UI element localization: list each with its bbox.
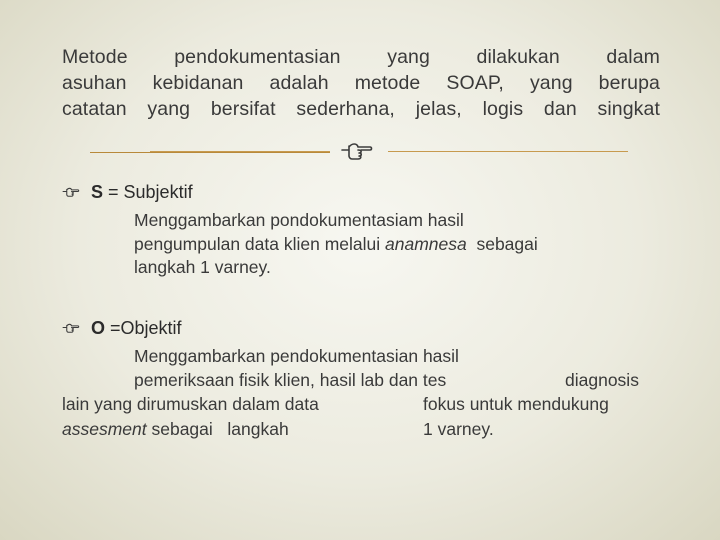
pointing-hand-icon (340, 140, 374, 162)
body-line-part: 1 varney. (423, 419, 494, 439)
body-line: pengumpulan data klien melalui anamnesa sebagai (134, 233, 538, 254)
body-line-part: pemeriksaan fisik klien, hasil lab dan tes (134, 370, 447, 390)
body-line: Menggambarkan pondokumentasiam hasil (134, 210, 464, 230)
section-label: =Objektif (105, 318, 182, 338)
pointing-hand-icon (62, 185, 80, 199)
intro-paragraph (62, 44, 660, 122)
section-letter: O (91, 318, 106, 338)
intro-line: asuhan kebidanan adalah metode SOAP, yang berupa (62, 72, 660, 94)
intro-line: Metode pendokumentasian yang dilakukan dalam (62, 46, 660, 68)
section-heading-s (91, 181, 193, 203)
italic-term: assesment (62, 419, 147, 439)
section-heading-o (91, 317, 182, 339)
intro-line: catatan yang bersifat sederhana, jelas, logis dan singkat (62, 98, 660, 120)
italic-term: anamnesa (385, 233, 467, 254)
section-letter: S (91, 182, 104, 202)
section-divider (90, 150, 628, 162)
section-label: = Subjektif (103, 182, 193, 202)
divider-rule-right (388, 151, 628, 152)
body-line-part: diagnosis (565, 370, 639, 390)
section-body-o-line-1: Menggambarkan pendokumentasian hasil (134, 346, 459, 366)
body-line: langkah 1 varney. (134, 257, 271, 277)
divider-rule-left (90, 152, 330, 153)
pointing-hand-icon (62, 321, 80, 335)
body-line-part: assesment sebagai langkah (62, 419, 289, 439)
body-line-part: lain yang dirumuskan dalam data (62, 394, 319, 414)
divider-rule-left-accent (150, 151, 330, 152)
section-body-s (134, 209, 538, 280)
body-line-part: fokus untuk mendukung (423, 394, 609, 414)
